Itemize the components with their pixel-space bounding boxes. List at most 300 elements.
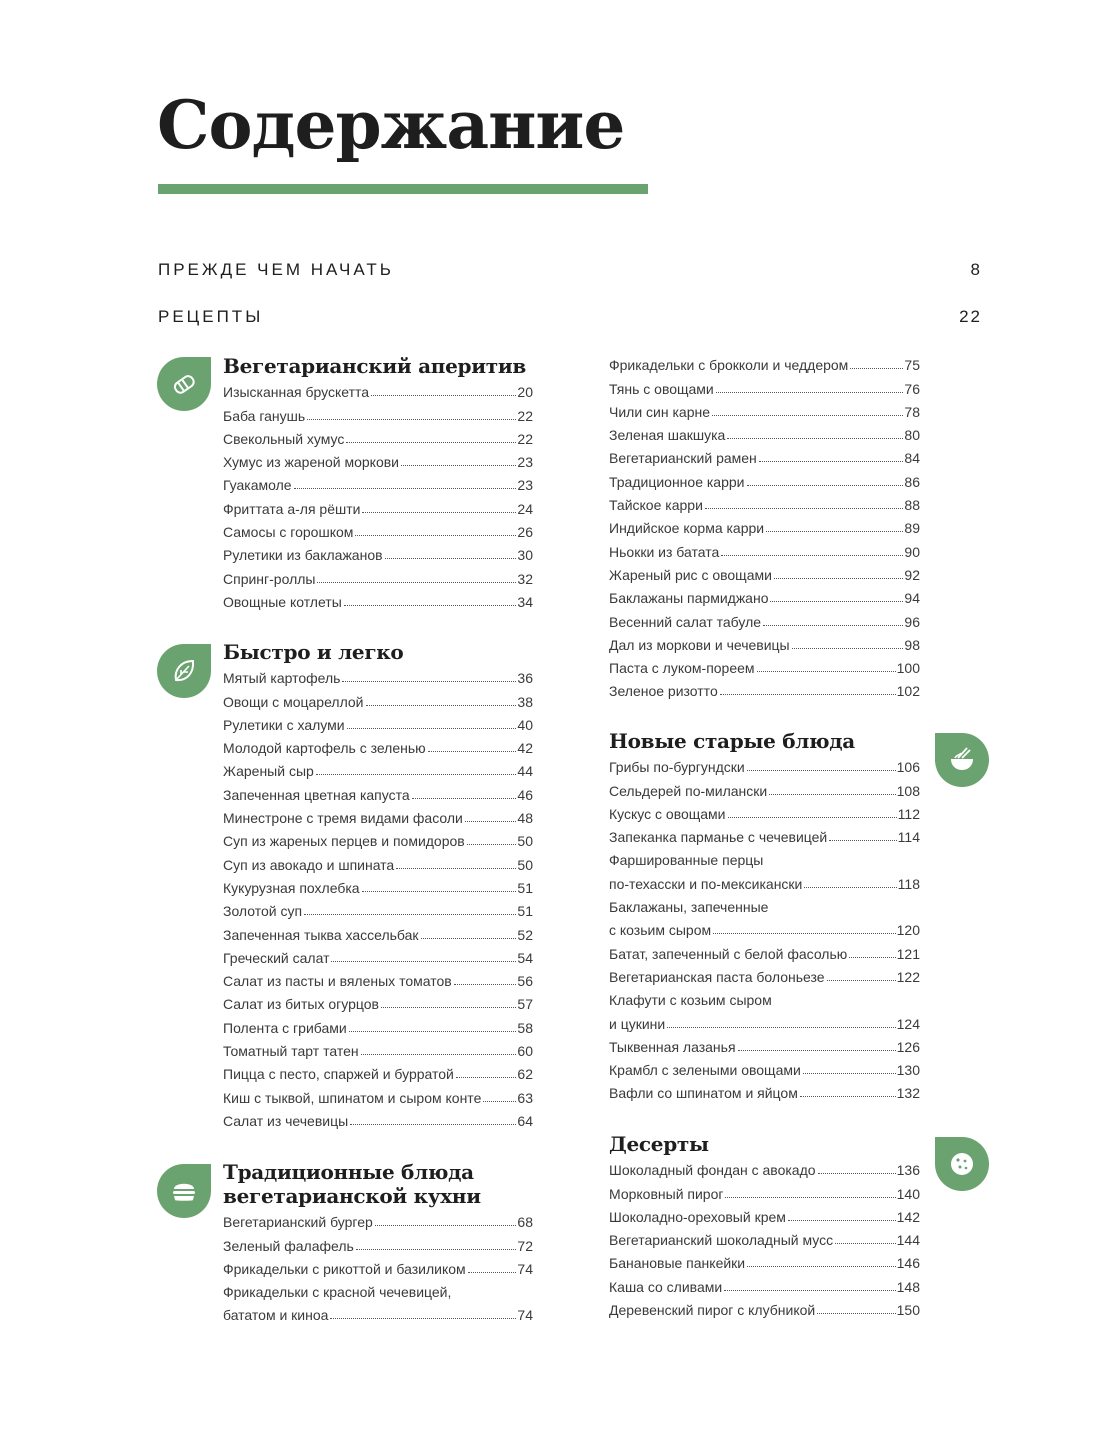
dot-leader: [728, 817, 897, 818]
toc-entry-page: 124: [896, 1015, 920, 1032]
toc-entry[interactable]: [609, 398, 920, 421]
toc-entry-title: Суп из жареных перцев и помидоров: [223, 833, 465, 850]
toc-entry[interactable]: [609, 374, 920, 397]
toc-entry-page: 56: [517, 973, 533, 990]
toc-entry-page: 122: [896, 968, 920, 985]
toc-entry-page: 50: [517, 833, 533, 850]
toc-entry-title: Вафли со шпинатом и яйцом: [609, 1085, 798, 1102]
dot-leader: [330, 1318, 516, 1319]
dot-leader: [713, 933, 896, 934]
dot-leader: [721, 555, 903, 556]
toc-entry-title: Фрикадельки с рикоттой и базиликом: [223, 1260, 466, 1277]
dot-leader: [804, 887, 896, 888]
toc-entry-page: 88: [904, 497, 920, 514]
dot-leader: [766, 531, 903, 532]
dot-leader: [792, 648, 904, 649]
toc-entry-title: Ньокки из батата: [609, 543, 720, 560]
toc-entry-title: Сельдерей по-милански: [609, 782, 768, 799]
toc-entry-title: Салат из чечевицы: [223, 1112, 349, 1129]
toc-entry[interactable]: [609, 823, 920, 846]
toc-entry[interactable]: [223, 1060, 533, 1083]
toc-entry-page: 148: [896, 1278, 920, 1295]
section-title-line: Традиционные блюда: [223, 1160, 474, 1184]
toc-entry[interactable]: [223, 378, 533, 401]
toc-entry-title: Морковный пирог: [609, 1185, 724, 1202]
toc-entry-title: Традиционное карри: [609, 473, 745, 490]
dot-leader: [316, 774, 517, 775]
toc-entry-title: Киш с тыквой, шпинатом и сыром конте: [223, 1089, 482, 1106]
toc-entry[interactable]: [609, 351, 920, 374]
toc-entry-page: 108: [896, 782, 920, 799]
toc-entry-title: по-техасски и по-мексикански: [609, 875, 803, 892]
toc-entry-page: 30: [517, 547, 533, 564]
dot-leader: [361, 1054, 517, 1055]
toc-entry-title: Вегетарианская паста болоньезе: [609, 968, 825, 985]
toc-entry-page: 90: [904, 543, 920, 560]
toc-entry-title: Рулетики из баклажанов: [223, 547, 383, 564]
toc-entry[interactable]: [609, 1056, 920, 1079]
toc-entry[interactable]: [609, 584, 920, 607]
toc-entry-page: 36: [517, 670, 533, 687]
toc-entry[interactable]: [223, 1107, 533, 1130]
toc-entry-title: Паста с луком-пореем: [609, 660, 755, 677]
dot-leader: [412, 798, 517, 799]
dot-leader: [727, 438, 903, 439]
toc-entry[interactable]: [223, 1083, 533, 1106]
toc-entry[interactable]: [609, 514, 920, 537]
dot-leader: [705, 508, 904, 509]
dot-leader: [346, 442, 516, 443]
section-title: Десерты: [609, 1132, 709, 1156]
entry-list: [609, 351, 920, 700]
toc-entry-page: 144: [896, 1232, 920, 1249]
entry-list: [223, 378, 533, 611]
toc-entry-page: 78: [904, 403, 920, 420]
toc-entry-title: Изысканная брускетта: [223, 384, 370, 401]
toc-entry-page: 52: [517, 926, 533, 943]
toc-entry-title: Банановые панкейки: [609, 1255, 746, 1272]
toc-entry[interactable]: [223, 448, 533, 471]
dot-leader: [850, 368, 903, 369]
toc-entry-page: 130: [896, 1062, 920, 1079]
dot-leader: [421, 938, 517, 939]
toc-entry-page: 120: [896, 922, 920, 939]
toc-entry[interactable]: [609, 631, 920, 654]
toc-entry-page: 96: [904, 613, 920, 630]
dot-leader: [362, 512, 516, 513]
toc-entry-title: Каша со сливами: [609, 1278, 723, 1295]
toc-entry[interactable]: [223, 804, 533, 827]
toc-entry[interactable]: [609, 753, 920, 776]
dot-leader: [468, 1272, 517, 1273]
toc-entry-title: Тайское карри: [609, 497, 703, 514]
toc-entry-page: 38: [517, 693, 533, 710]
dot-leader: [362, 891, 517, 892]
dot-leader: [769, 794, 895, 795]
toc-entry-page: 20: [517, 384, 533, 401]
toc-entry-page: 62: [517, 1066, 533, 1083]
dot-leader: [342, 681, 516, 682]
toc-entry-page: 118: [897, 875, 920, 892]
toc-entry-page: 75: [904, 357, 920, 374]
toc-entry[interactable]: [609, 607, 920, 630]
dot-leader: [381, 1007, 516, 1008]
section-traditional-dishes-continued: [609, 351, 920, 700]
toc-entry[interactable]: [223, 664, 533, 687]
toc-entry-page: 23: [517, 454, 533, 471]
toc-entry-page: 24: [517, 500, 533, 517]
toc-entry[interactable]: [609, 916, 920, 939]
toc-entry-page: 22: [959, 307, 982, 326]
toc-entry-title: Запеченная тыква хассельбак: [223, 926, 419, 943]
dot-leader: [375, 1225, 517, 1226]
toc-entry-page: 51: [517, 903, 533, 920]
toc-entry-title: Тыквенная лазанья: [609, 1038, 736, 1055]
dot-leader: [829, 840, 896, 841]
section-title-line: вегетарианской кухни: [223, 1184, 481, 1208]
dot-leader: [747, 1266, 896, 1267]
dot-leader: [396, 868, 516, 869]
toc-entry-title: Салат из пасты и вяленых томатов: [223, 973, 452, 990]
dot-leader: [304, 914, 516, 915]
toc-entry-page: 86: [904, 473, 920, 490]
dot-leader: [371, 395, 516, 396]
toc-entry-page: 132: [896, 1085, 920, 1102]
toc-entry-title: Хумус из жареной моркови: [223, 454, 399, 471]
toc-entry-page: 34: [517, 593, 533, 610]
toc-entry[interactable]: [609, 1272, 920, 1295]
dot-leader: [770, 601, 903, 602]
toc-entry[interactable]: [223, 757, 533, 780]
toc-entry-page: 23: [517, 477, 533, 494]
new-old-badge: [935, 733, 989, 787]
dot-leader: [747, 485, 904, 486]
toc-entry-page: 80: [904, 427, 920, 444]
toc-entry[interactable]: [609, 537, 920, 560]
entry-list: [609, 1156, 920, 1319]
toc-entry[interactable]: [609, 1226, 920, 1249]
toc-entry[interactable]: [609, 1296, 920, 1319]
dot-leader: [401, 465, 516, 466]
page-title: Содержание: [157, 86, 625, 164]
toc-entry-title: Овощи с моцареллой: [223, 693, 364, 710]
toc-entry-title: Вегетарианский бургер: [223, 1214, 373, 1231]
toc-entry-page: 72: [517, 1237, 533, 1254]
cookie-icon: [947, 1149, 977, 1179]
toc-entry-title: Фрикадельки с брокколи и чеддером: [609, 357, 849, 374]
toc-entry-title: Золотой суп: [223, 903, 303, 920]
toc-entry-page: 44: [517, 763, 533, 780]
toc-entry-page: 22: [517, 430, 533, 447]
toc-entry-title: Гуакамоле: [223, 477, 292, 494]
toc-entry-title: Молодой картофель с зеленью: [223, 740, 426, 757]
toc-entry[interactable]: [223, 1231, 533, 1254]
section-quick-and-easy: [223, 640, 533, 1130]
toc-entry-title: Кукурузная похлебка: [223, 879, 360, 896]
dot-leader: [738, 1050, 896, 1051]
noodle-bowl-icon: [947, 745, 977, 775]
toc-entry-page: 136: [896, 1162, 920, 1179]
toc-entry-title: Грибы по-бургундски: [609, 759, 745, 776]
section-traditional-dishes: [223, 1160, 533, 1324]
toc-entry[interactable]: [609, 1179, 920, 1202]
toc-entry-page: 8: [970, 260, 982, 279]
aperitif-badge: [157, 357, 211, 411]
dot-leader: [835, 1243, 896, 1244]
toc-entry[interactable]: [223, 588, 533, 611]
toc-entry[interactable]: [223, 990, 533, 1013]
toc-entry-page: 98: [904, 636, 920, 653]
toc-entry[interactable]: [609, 444, 920, 467]
dot-leader: [712, 415, 903, 416]
toc-entry-label: ПРЕЖДЕ ЧЕМ НАЧАТЬ: [158, 260, 394, 279]
entry-list: [223, 1208, 533, 1324]
toc-entry-page: 126: [896, 1038, 920, 1055]
dot-leader: [763, 625, 903, 626]
toc-entry[interactable]: [223, 711, 533, 734]
toc-entry[interactable]: [223, 1037, 533, 1060]
toc-entry[interactable]: [609, 963, 920, 986]
toc-entry[interactable]: [609, 1203, 920, 1226]
toc-entry[interactable]: [223, 1013, 533, 1036]
toc-entry-title: Полента с грибами: [223, 1019, 347, 1036]
toc-entry[interactable]: [223, 1255, 533, 1278]
toc-entry-page: 51: [517, 879, 533, 896]
toc-entry-title: Баклажаны пармиджано: [609, 590, 769, 607]
dot-leader: [356, 1249, 517, 1250]
toc-entry-title: Салат из битых огурцов: [223, 996, 379, 1013]
toc-entry-title: Зеленая шакшука: [609, 427, 726, 444]
toc-entry-title: бататом и киноа: [223, 1307, 329, 1324]
toc-entry-page: 60: [517, 1043, 533, 1060]
toc-entry[interactable]: [223, 518, 533, 541]
section-new-old-dishes: [609, 729, 920, 1102]
dot-leader: [817, 1313, 895, 1314]
dot-leader: [667, 1027, 895, 1028]
toc-entry[interactable]: [609, 800, 920, 823]
dot-leader: [317, 582, 516, 583]
toc-entry-page: 58: [517, 1019, 533, 1036]
toc-entry-page: 63: [517, 1089, 533, 1106]
toc-entry-title-line[interactable]: Клафути с козьим сыром: [609, 992, 772, 1009]
toc-entry[interactable]: [609, 421, 920, 444]
toc-entry[interactable]: [609, 1033, 920, 1056]
toc-entry[interactable]: [609, 1156, 920, 1179]
dot-leader: [759, 461, 904, 462]
toc-entry-page: 46: [517, 786, 533, 803]
bread-icon: [169, 369, 199, 399]
dot-leader: [350, 1124, 516, 1125]
toc-entry[interactable]: [609, 467, 920, 490]
toc-entry-page: 74: [517, 1307, 533, 1324]
toc-entry[interactable]: [223, 687, 533, 710]
toc-entry[interactable]: [223, 850, 533, 873]
toc-entry-title-line[interactable]: Баклажаны, запеченные: [609, 899, 769, 916]
toc-entry-title: Чили син карне: [609, 403, 710, 420]
section-vegetarian-aperitif: [223, 354, 533, 611]
toc-entry[interactable]: [223, 780, 533, 803]
title-underline: [158, 184, 648, 194]
toc-entry-title: Шоколадно-ореховый крем: [609, 1208, 786, 1225]
toc-entry-label: РЕЦЕПТЫ: [158, 307, 264, 326]
dot-leader: [827, 980, 896, 981]
toc-entry-title: Вегетарианский шоколадный мусс: [609, 1232, 834, 1249]
dot-leader: [716, 392, 904, 393]
toc-entry-title-line[interactable]: Фрикадельки с красной чечевицей,: [223, 1284, 452, 1301]
toc-entry-page: 76: [904, 380, 920, 397]
dot-leader: [385, 558, 517, 559]
toc-entry-page: 89: [904, 520, 920, 537]
dot-leader: [724, 1290, 895, 1291]
toc-entry-title: Пицца с песто, спаржей и бурратой: [223, 1066, 454, 1083]
toc-entry-title: Жареный рис с овощами: [609, 566, 772, 583]
toc-entry[interactable]: [223, 541, 533, 564]
toc-entry-title: Запеченная цветная капуста: [223, 786, 410, 803]
toc-entry[interactable]: [223, 564, 533, 587]
section-title: Новые старые блюда: [609, 729, 855, 753]
quick-easy-badge: [157, 644, 211, 698]
toc-entry-page: 42: [517, 740, 533, 757]
toc-entry-title: Весенний салат табуле: [609, 613, 762, 630]
toc-entry-title: Индийское корма карри: [609, 520, 765, 537]
dot-leader: [803, 1073, 896, 1074]
dot-leader: [788, 1220, 896, 1221]
toc-entry-page: 74: [517, 1260, 533, 1277]
toc-entry-title: и цукини: [609, 1015, 666, 1032]
toc-entry-before-start[interactable]: [158, 258, 982, 282]
toc-entry-title: Дал из моркови и чечевицы: [609, 636, 790, 653]
toc-entry-page: 102: [896, 683, 920, 700]
toc-entry[interactable]: [609, 677, 920, 700]
toc-entry[interactable]: [223, 425, 533, 448]
toc-entry[interactable]: [609, 1079, 920, 1102]
toc-entry-title: Фриттата а-ля рёшти: [223, 500, 361, 517]
toc-entry-title: Батат, запеченный с белой фасолью: [609, 945, 848, 962]
toc-entry-recipes[interactable]: [158, 305, 982, 329]
toc-entry-page: 94: [904, 590, 920, 607]
section-title: Быстро и легко: [223, 640, 404, 664]
toc-entry-page: 121: [896, 945, 920, 962]
toc-entry-title: Баба ганушь: [223, 407, 306, 424]
dot-leader: [725, 1197, 895, 1198]
toc-entry-title: Овощные котлеты: [223, 593, 342, 610]
leaf-icon: [169, 656, 199, 686]
toc-entry-page: 146: [896, 1255, 920, 1272]
toc-entry-title: Зеленый фалафель: [223, 1237, 354, 1254]
toc-entry[interactable]: [223, 944, 533, 967]
toc-entry-title: Суп из авокадо и шпината: [223, 856, 395, 873]
dot-leader: [465, 821, 517, 822]
toc-entry-title: Шоколадный фондан с авокадо: [609, 1162, 816, 1179]
toc-entry[interactable]: [223, 494, 533, 517]
toc-entry[interactable]: [609, 654, 920, 677]
toc-entry-title: с козьим сыром: [609, 922, 712, 939]
dot-leader: [483, 1101, 516, 1102]
toc-entry[interactable]: [609, 1009, 920, 1032]
toc-entry-title: Мятый картофель: [223, 670, 341, 687]
toc-entry[interactable]: [609, 776, 920, 799]
toc-entry-page: 106: [896, 759, 920, 776]
dot-leader: [849, 957, 895, 958]
toc-entry-page: 114: [897, 829, 920, 846]
entry-list: [223, 664, 533, 1130]
toc-entry[interactable]: [609, 561, 920, 584]
toc-entry-page: 140: [896, 1185, 920, 1202]
toc-entry-title: Вегетарианский рамен: [609, 450, 757, 467]
dot-leader: [747, 770, 896, 771]
toc-entry[interactable]: [223, 401, 533, 424]
toc-entry-title: Зеленое ризотто: [609, 683, 718, 700]
toc-entry[interactable]: [223, 920, 533, 943]
toc-entry-title: Спринг-роллы: [223, 570, 316, 587]
dot-leader: [349, 1031, 517, 1032]
desserts-badge: [935, 1137, 989, 1191]
toc-entry-page: 57: [517, 996, 533, 1013]
toc-entry-page: 22: [517, 407, 533, 424]
toc-entry-title: Жареный сыр: [223, 763, 314, 780]
section-title: [223, 1160, 533, 1208]
toc-entry-page: 48: [517, 810, 533, 827]
toc-entry[interactable]: [223, 827, 533, 850]
toc-entry[interactable]: [223, 874, 533, 897]
dot-leader: [307, 419, 516, 420]
toc-entry-page: 54: [517, 949, 533, 966]
toc-entry-page: 50: [517, 856, 533, 873]
toc-entry-page: 40: [517, 716, 533, 733]
toc-entry[interactable]: [609, 1249, 920, 1272]
toc-entry[interactable]: [223, 967, 533, 990]
toc-entry[interactable]: [223, 1301, 533, 1324]
dot-leader: [366, 705, 517, 706]
toc-entry-title: Греческий салат: [223, 949, 330, 966]
toc-entry-page: 112: [897, 805, 920, 822]
dot-leader: [757, 671, 896, 672]
toc-entry-title: Деревенский пирог с клубникой: [609, 1302, 816, 1319]
toc-entry-title: Самосы с горошком: [223, 524, 354, 541]
dot-leader: [454, 984, 517, 985]
traditional-badge: [157, 1164, 211, 1218]
toc-entry-title: Свекольный хумус: [223, 430, 345, 447]
dot-leader: [344, 605, 517, 606]
dot-leader: [818, 1173, 896, 1174]
toc-entry[interactable]: [609, 869, 920, 892]
toc-entry[interactable]: [609, 491, 920, 514]
toc-entry-page: 68: [517, 1214, 533, 1231]
dot-leader: [456, 1077, 517, 1078]
toc-entry[interactable]: [223, 734, 533, 757]
toc-entry-title: Томатный тарт татен: [223, 1043, 359, 1060]
dot-leader: [428, 751, 517, 752]
toc-entry-title: Минестроне с тремя видами фасоли: [223, 810, 463, 827]
toc-entry-title: Рулетики с халуми: [223, 716, 345, 733]
dot-leader: [774, 578, 903, 579]
dot-leader: [355, 535, 516, 536]
dot-leader: [331, 961, 516, 962]
toc-entry-page: 92: [904, 566, 920, 583]
toc-entry[interactable]: [223, 1208, 533, 1231]
burger-icon: [169, 1176, 199, 1206]
toc-entry[interactable]: [609, 939, 920, 962]
toc-entry-page: 150: [896, 1302, 920, 1319]
toc-entry-title: Запеканка парманье с чечевицей: [609, 829, 828, 846]
toc-entry-title-line[interactable]: Фаршированные перцы: [609, 852, 764, 869]
toc-entry-title: Крамбл с зелеными овощами: [609, 1062, 801, 1079]
toc-entry-page: 142: [896, 1208, 920, 1225]
section-title: Вегетарианский аперитив: [223, 354, 526, 378]
toc-entry[interactable]: [223, 471, 533, 494]
toc-entry[interactable]: [223, 897, 533, 920]
dot-leader: [294, 488, 517, 489]
